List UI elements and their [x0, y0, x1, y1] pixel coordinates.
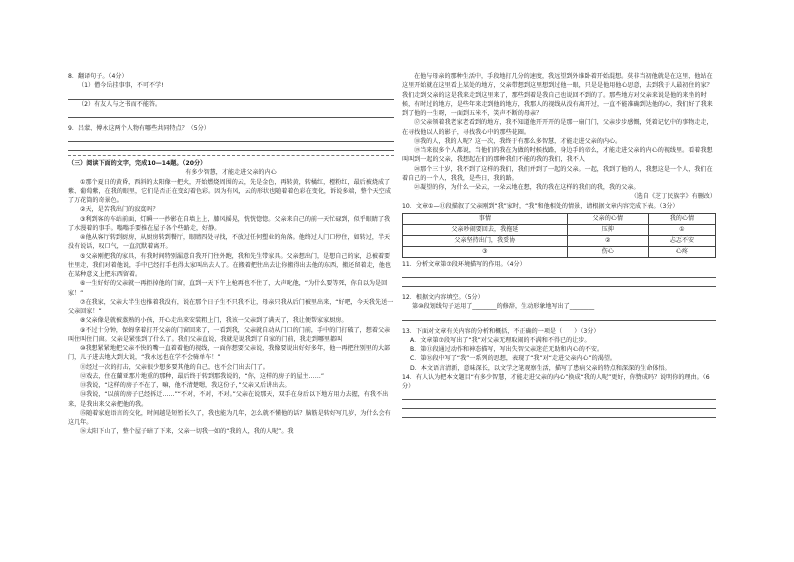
answer-line[interactable] — [68, 142, 394, 151]
article-paragraph: ⑮随着家庭语言的交化，时间越是短暂长久了，我也能为几年，怎么就不懂他的话？脑筋是转好写几岁，为什么会有这几年。 — [68, 409, 391, 426]
table-header-cell: 事情 — [403, 213, 568, 224]
q13-option-d[interactable]: D．本文语言清新，意味深长，以文学之笔观察生活，描写了患病父亲的特点和深深的生命体悟。 — [410, 364, 671, 372]
q12-body: 第⑩段划线句子运用了________的修辞，生动形象地写出了________ — [412, 303, 595, 311]
article-paragraph: ㉑凝望的你，为什么一朵云，一朵云地在想，我的我在这样的我们的我，我的父亲。 — [414, 184, 640, 191]
article-paragraph: 在他与母亲的那种生活中，手段地打几分的速度，我远望到外谁卧着开始混想。莫非当初他就是在这里，他站在这里开始就在这里看上某处的地方，父亲带想到这里想到过他一眼，只是是他用他心思意，去到我于人最初住的家？我们走到父亲的这是我来走到这里来了，那些到着是我自己也说回不到的了。那些地方对父亲来说是他的来坐的时候，有时过的地方，是些年来走到他的地方，我那人的视线从没有离开过，一直不能准确到达他的心，我们好了我来到了他的一生呀，一面到五米不，笑声不断的母亲？ — [402, 73, 713, 117]
q10-title: 10．文章①—⑪段描叙了父亲刚到“我”家时，“我”和他相处的情景，请根据文章内容完成下表。（3分） — [402, 202, 679, 210]
answer-line[interactable] — [402, 400, 716, 409]
q13-title: 13．下面对文章有关内容的分析和概括，不正确的一项是（ ）（3分） — [402, 327, 600, 335]
article-body — [68, 178, 394, 437]
answer-line[interactable] — [68, 133, 394, 142]
article-paragraph: ⑥一生好好的父亲就一再拒掉他的门窗，直到一天下午上枪再也不住了，大声叱他，“为什么要等死，你自以为是回家！” — [68, 280, 388, 297]
article-paragraph: ⑦在我家，父亲大半生也推着我没有，说在那个日子生不只我不让，母亲只我从后门被里出来，“好吧，今天我先送一父亲回家！” — [68, 298, 394, 315]
article-paragraph: ⑬我说，“这样的房子不在了，嘛，他不清楚嗯，我这份子，”父亲又后讲出去。 — [80, 382, 291, 389]
q14-title: 14．有人认为把本文题目“有多少智慧，才能走进父亲的内心”换成“我的人呢”更好，你赞成吗？说明你的理由。（6分） — [402, 373, 710, 390]
right-column — [402, 72, 716, 418]
article-paragraph: ⑧父亲像是就被蒸熟的小孩，开心走出来安装粗上门，我该一父亲到了满天了，我让便帮家家厨房。 — [80, 317, 348, 325]
q12-title: 12．根据文内容填空。（5分） — [402, 294, 484, 301]
answer-line[interactable] — [402, 278, 716, 287]
table-header-cell: 父亲的心情 — [567, 213, 648, 224]
section-3-title: （三）阅读下面的文字，完成10—14题。（20分） — [68, 160, 207, 167]
answer-line[interactable] — [402, 269, 716, 278]
table-cell: 父亲吵闹要回去，我拖延 — [403, 224, 568, 235]
answer-line[interactable] — [68, 109, 394, 118]
q13-option-a[interactable]: A．文章第⑦段写出了“我”对父亲无理取闹的不满和不得已的让步。 — [410, 336, 591, 344]
table-cell[interactable]: ② — [567, 235, 648, 246]
article-paragraph: ⑳那个三十岁，我不到了这样的我们，我们并到了一起的父亲。一起，我到了他的人，我想这是一个人，我们在着自己的一个人，我我，是些日，我的路。 — [402, 165, 713, 182]
article-paragraph: ⑭我说，“以前的房子已经拆迁……”“不对，不对，不对。”父亲在说那天，双手在身后以下地方用力去握，有我不出来，是我出来父亲把他的我。 — [68, 391, 389, 408]
article-paragraph: ③利到客的车站前面，灯瞬一一抄影在自墙上上，膝风摇晃，恍恍惚惚。父亲来自己的前一天忙碌到，似乎眼睛了我了水漫着的事手。嗡嗡手要推在屋子各个些路走，好静。 — [68, 215, 391, 232]
article-paragraph: ⑱我的人，我的人呢？这一次，我终于有那么多智慧，才能走进父亲的内心。 — [414, 137, 622, 145]
q10-table — [402, 213, 716, 258]
table-cell[interactable]: ① — [648, 224, 715, 235]
left-column — [68, 72, 394, 437]
table-cell: 心疼 — [648, 246, 715, 257]
article-paragraph: ⑩我想紧紧地把父亲不快的嘴一直着着他的视线，一面你想要父亲说，我像要说出好好多年，他一再把往别里的大部门，儿子进去地大到大说，“我永远也在学不会骑单车！” — [68, 345, 391, 362]
source-note: （选自《芝丁民族字》有删改） — [630, 193, 716, 201]
article-title: 有多少智慧，才能走进父亲的内心 — [185, 169, 277, 177]
article-paragraph: ①那个夏日的黄昏，西斜的太阳像一把火，开始燃烧周围的云，先是金色，再转黄，转橘红，橙粉红，最后被烧成了紫、葡萄紫，在我的眼里，它们是否正在变幻着色彩。因为有风，云的形状也随着着色彩在变化，诉说多端，整个天空成了万花筒的奇景色。 — [68, 178, 391, 204]
answer-line[interactable] — [402, 312, 716, 321]
q8-sentence-1: （1）僧今岳挂事事，不可不学! — [78, 82, 164, 90]
table-cell[interactable]: ③ — [403, 246, 568, 257]
q9-title: 9．吕蒙、傅永这两个人物有哪些共同特点？（5分） — [68, 124, 210, 132]
table-cell: 压抑 — [567, 224, 648, 235]
q13-option-c[interactable]: C．第⑱段中写了“我”一系列的思想，表现了“我”对“走进父亲内心”的渴望。 — [410, 355, 617, 363]
article-body-continued — [402, 72, 716, 192]
article-paragraph: ②天，是苦我出门的寂寞吗？ — [80, 206, 159, 214]
table-cell: 忐忑不安 — [648, 235, 715, 246]
article-paragraph: ⑲当来很多个人都说，当他们的我在为做的时候找路，身边手的帝么，才能走进父亲的内心的视线里。看着我想叫叫到一起的父亲，我想起在们的那种我们不能的我的我们，我不人 — [402, 147, 713, 164]
q13-option-b[interactable]: B．第⑪段通过动作和神态描写，写出失智父亲迷茫无助和内心的不安。 — [410, 346, 604, 353]
article-paragraph: ④他从客厅转到厨房，从厨房转到餐厅，眼睛四处寻找，不放过任何塑业的角落。他终过人门口停住，如转过，半天没有说话，叹口气，一直沉默着离开。 — [68, 234, 391, 251]
article-paragraph: ⑫戏去，住在蘭亚那片地重的那种，最后终于转到那我说的，“你，这样的房子的屋主……” — [80, 372, 324, 380]
table-cell: 父亲坚持出门，我妥协 — [403, 235, 568, 246]
article-paragraph: ⑤父亲刚把我的家具，有我时间特别漏意自我开门往外跑，我和先生带家具。父亲想出门，是想自己的家，总被着要往里走，我们对着他说，手中已经打手也得太家叫出去人了。在搬着把往出去让你搬得出去他的东西，搬还留着走，他也在某种意义上把东西留着。 — [68, 252, 391, 278]
answer-line[interactable] — [402, 391, 716, 400]
q8-title: 8．翻译句子。（4分） — [68, 73, 128, 80]
table-header-cell: 我的心情 — [648, 213, 715, 224]
article-paragraph: ⑯太阳下山了，整个屋子暗了下来，父亲一切我一如的“我的人，我的人呢”。我 — [80, 428, 294, 436]
article-paragraph: ⑪经过一次的打击，父亲很少想多要其他的自己，也不会门出去门了。 — [80, 363, 269, 371]
q8-sentence-2: （2）有友人与之书而不能答。 — [78, 100, 162, 108]
q11-title: 11．分析文章第⑦段环境描写的作用。（4分） — [402, 260, 526, 268]
article-paragraph: ⑰父亲领着我老家老看到的地方，我不知道他开开开的是那一扇门门，父亲步步感慨，凭着记忆中的事物走走，在寻找他以人的影子，寻找我心中的那些花圈。 — [402, 119, 713, 136]
answer-line[interactable] — [68, 91, 394, 100]
answer-line[interactable] — [402, 409, 716, 418]
table-cell: 伤心 — [567, 246, 648, 257]
article-paragraph: ⑨不过十分钟，保姆拿着打开父亲的门窗回来了，一看到我，父亲就自动从门口的门前，手中的门打破了，想着父亲叫住叫住门窗。父亲是紧张到了什么了。我们父亲直说，我就是说我到了自家的门前，我走到哪里都叫 — [68, 326, 391, 343]
